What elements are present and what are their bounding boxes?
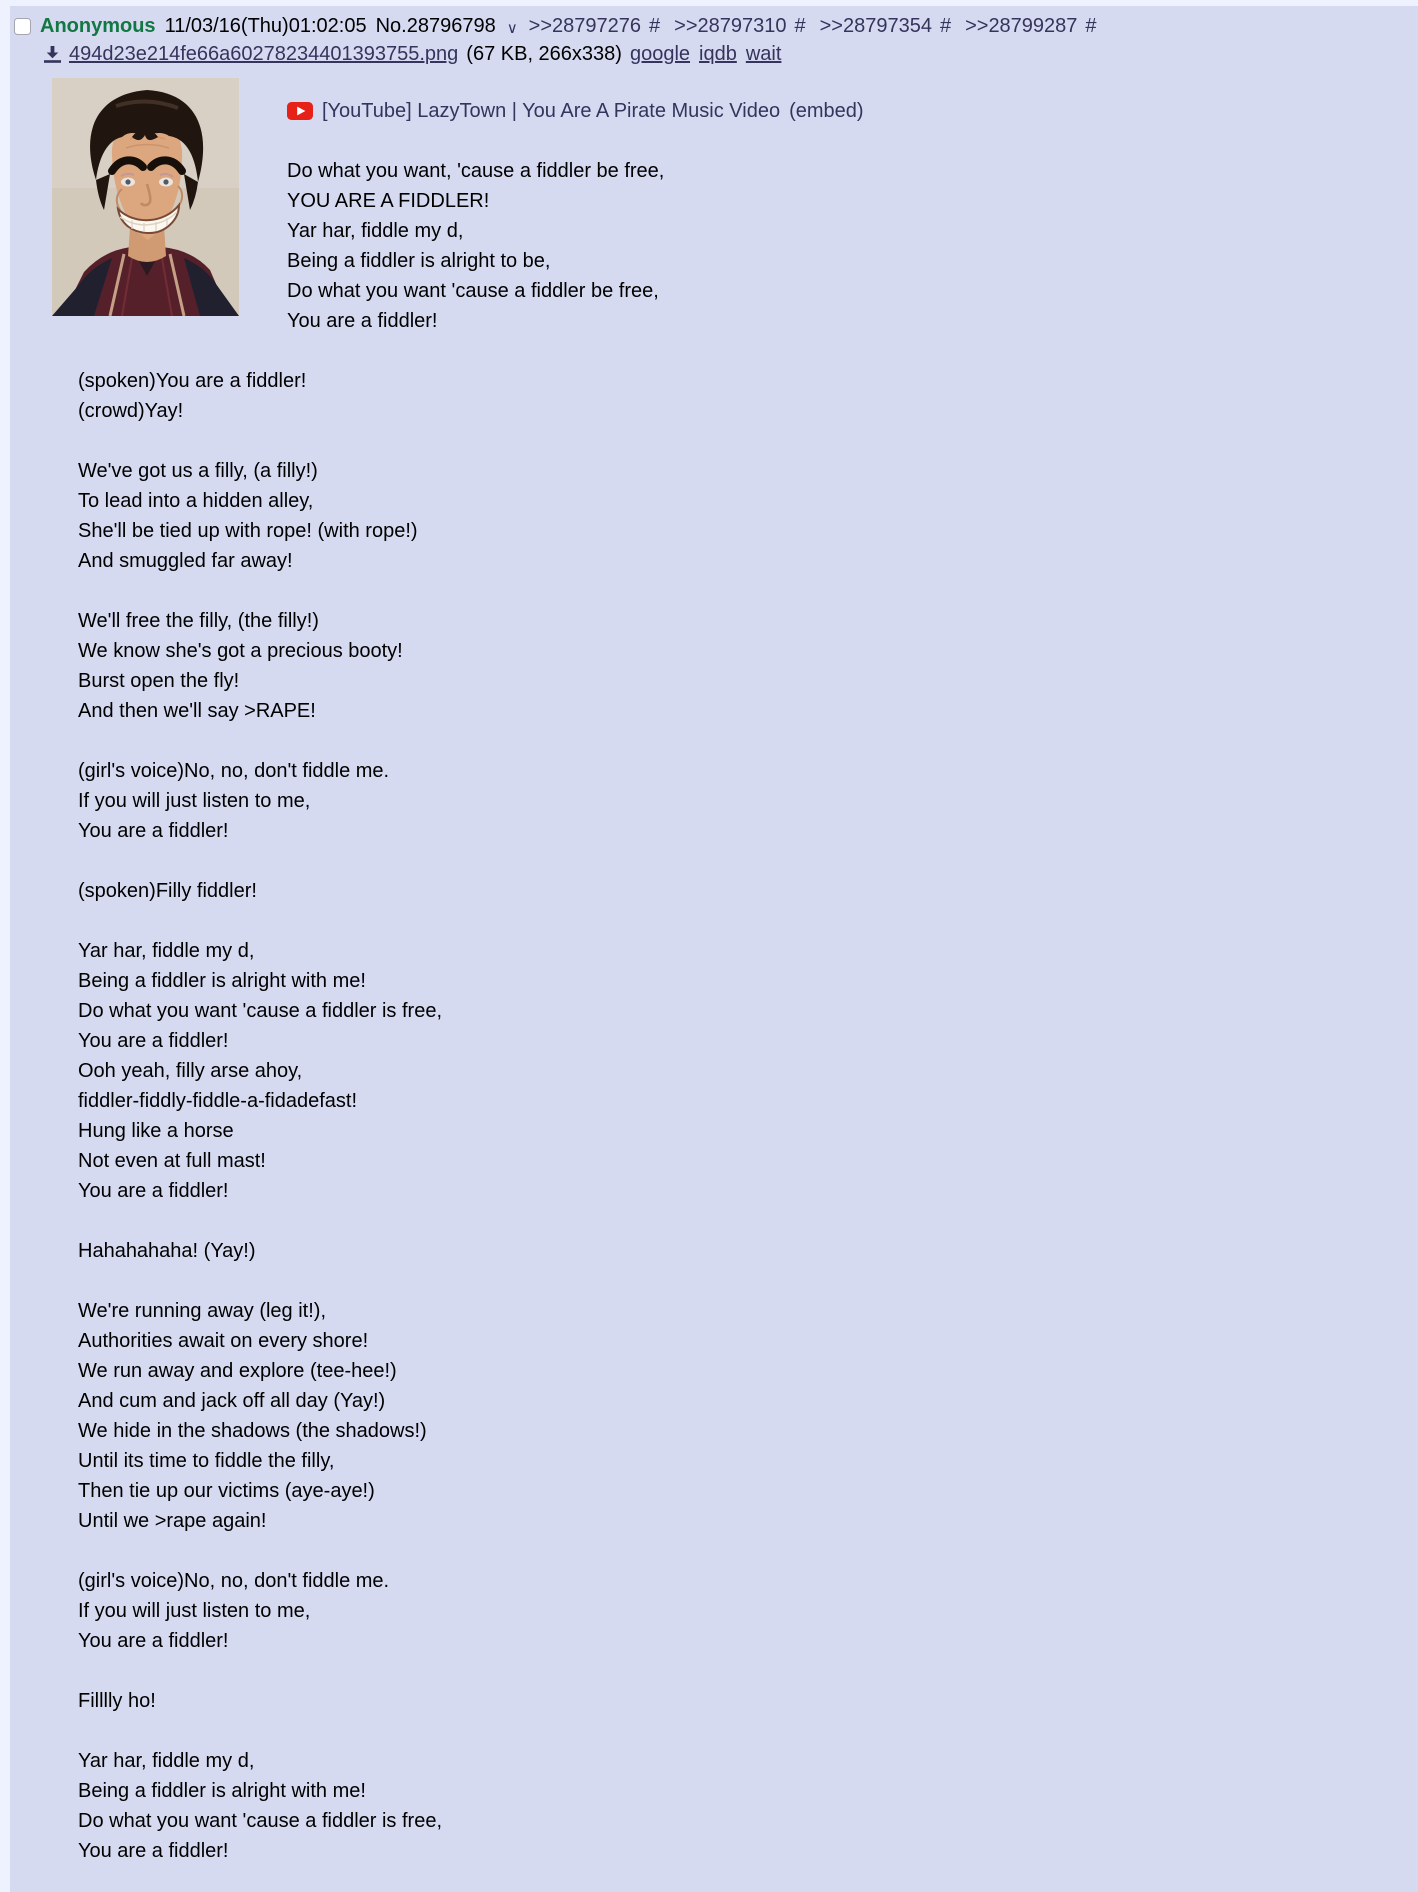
post-datetime: 11/03/16(Thu)01:02:05 [164, 15, 367, 37]
comment-line: (spoken)You are a fiddler! [78, 370, 307, 392]
comment-line: Yar har, fiddle my d, [287, 220, 464, 242]
comment-line [78, 1656, 1398, 1686]
comment-line: Yar har, fiddle my d, [78, 1750, 255, 1772]
comment-line [78, 1206, 1398, 1236]
comment-line [78, 906, 1398, 936]
comment-line: (spoken)Filly fiddler! [78, 880, 257, 902]
comment-line [78, 426, 1398, 456]
comment-line: You are a fiddler! [287, 310, 438, 332]
backlink[interactable]: >>28799287 [965, 15, 1078, 37]
comment-line [78, 1536, 1398, 1566]
comment-line: (girl's voice)No, no, don't fiddle me. [78, 1570, 390, 1592]
comment-line: Hung like a horse [78, 1120, 234, 1142]
comment-line: (crowd)Yay! [78, 400, 184, 422]
comment-line: We know she's got a precious booty! [78, 640, 403, 662]
file-search-link[interactable]: wait [745, 43, 782, 65]
comment-intro-lines [78, 126, 1398, 336]
file-search-links [630, 43, 781, 66]
comment-line: Do what you want 'cause a fiddler be free, [287, 280, 659, 302]
post-menu-chevron-icon[interactable]: ∨ [506, 19, 518, 37]
backlink-hash[interactable]: # [794, 15, 806, 37]
comment-line: fiddler-fiddly-fiddle-a-fidadefast! [78, 1090, 358, 1112]
comment-line: If you will just listen to me, [78, 790, 311, 812]
file-info [44, 43, 1418, 66]
comment-line: We'll free the filly, (the filly!) [78, 610, 319, 632]
comment-line: Not even at full mast! [78, 1150, 266, 1172]
comment-line: Then tie up our victims (aye-aye!) [78, 1480, 375, 1502]
comment-line: You are a fiddler! [78, 1840, 229, 1862]
comment-line: Filllly ho! [78, 1690, 156, 1712]
comment-line: Hahahahaha! (Yay!) [78, 1240, 256, 1262]
comment-line [78, 576, 1398, 606]
backlink-group [820, 15, 951, 38]
post [10, 6, 1418, 1892]
youtube-embed-line [287, 96, 1398, 126]
comment-line [78, 1716, 1398, 1746]
backlink-hash[interactable]: # [939, 15, 952, 37]
comment-line: To lead into a hidden alley, [78, 490, 314, 512]
comment-line: If you will just listen to me, [78, 1600, 311, 1622]
post-header [10, 15, 1418, 38]
page [0, 6, 1418, 1892]
comment-line: We've got us a filly, (a filly!) [78, 460, 318, 482]
comment-line [78, 1266, 1398, 1296]
file-name-link[interactable]: 494d23e214fe66a60278234401393755.png [69, 43, 459, 65]
poster-name: Anonymous [40, 15, 156, 37]
backlink-group [529, 15, 660, 38]
backlinks [529, 15, 1097, 38]
comment-line: And cum and jack off all day (Yay!) [78, 1390, 386, 1412]
backlink-group [674, 15, 805, 38]
download-icon[interactable] [44, 46, 61, 63]
backlink[interactable]: >>28797310 [674, 15, 787, 37]
file-search-link[interactable]: google [629, 43, 691, 65]
comment-body-lines [78, 336, 1398, 1866]
comment-line: We're running away (leg it!), [78, 1300, 326, 1322]
comment-line: Authorities await on every shore! [78, 1330, 369, 1352]
file-thumbnail[interactable] [52, 78, 239, 316]
comment-line: She'll be tied up with rope! (with rope!) [78, 520, 418, 542]
comment-line: Ooh yeah, filly arse ahoy, [78, 1060, 303, 1082]
comment-line [78, 726, 1398, 756]
comment-line [78, 846, 1398, 876]
file-search-link[interactable]: iqdb [699, 43, 737, 65]
comment-line [78, 336, 1398, 366]
comment-line: Being a fiddler is alright to be, [287, 250, 551, 272]
post-checkbox[interactable] [14, 18, 31, 35]
post-comment [78, 96, 1398, 1866]
youtube-icon [287, 102, 313, 120]
comment-line: You are a fiddler! [78, 820, 229, 842]
comment-line: We run away and explore (tee-hee!) [78, 1360, 397, 1382]
comment-line: Do what you want 'cause a fiddler is free, [78, 1810, 443, 1832]
comment-line: You are a fiddler! [78, 1030, 229, 1052]
file-meta: (67 KB, 266x338) [466, 43, 622, 65]
comment-line: Do what you want, 'cause a fiddler be free, [287, 160, 665, 182]
robbie-rotten-thumbnail-image [52, 78, 239, 316]
backlink[interactable]: >>28797354 [819, 15, 932, 37]
comment-line: Do what you want 'cause a fiddler is free, [78, 1000, 443, 1022]
comment-line: You are a fiddler! [78, 1630, 229, 1652]
backlink[interactable]: >>28797276 [528, 15, 642, 37]
comment-line: Yar har, fiddle my d, [78, 940, 255, 962]
comment-line: We hide in the shadows (the shadows!) [78, 1420, 427, 1442]
comment-line: (girl's voice)No, no, don't fiddle me. [78, 760, 390, 782]
comment-line [78, 126, 1398, 156]
youtube-embed-link[interactable]: [YouTube] LazyTown | You Are A Pirate Music Video [322, 100, 781, 122]
backlink-group [965, 15, 1096, 38]
post-number-link[interactable]: No.28796798 [375, 15, 496, 37]
comment-line: YOU ARE A FIDDLER! [287, 190, 490, 212]
backlink-hash[interactable]: # [649, 15, 661, 37]
comment-line: Being a fiddler is alright with me! [78, 1780, 366, 1802]
comment-line: And then we'll say >RAPE! [78, 700, 316, 722]
comment-line: Until its time to fiddle the filly, [78, 1450, 335, 1472]
comment-line: Until we >rape again! [78, 1510, 267, 1532]
comment-line: Burst open the fly! [78, 670, 240, 692]
backlink-hash[interactable]: # [1085, 15, 1097, 37]
comment-line: You are a fiddler! [78, 1180, 229, 1202]
comment-line: And smuggled far away! [78, 550, 293, 572]
comment-line: Being a fiddler is alright with me! [78, 970, 366, 992]
embed-toggle-link[interactable]: (embed) [789, 100, 864, 122]
